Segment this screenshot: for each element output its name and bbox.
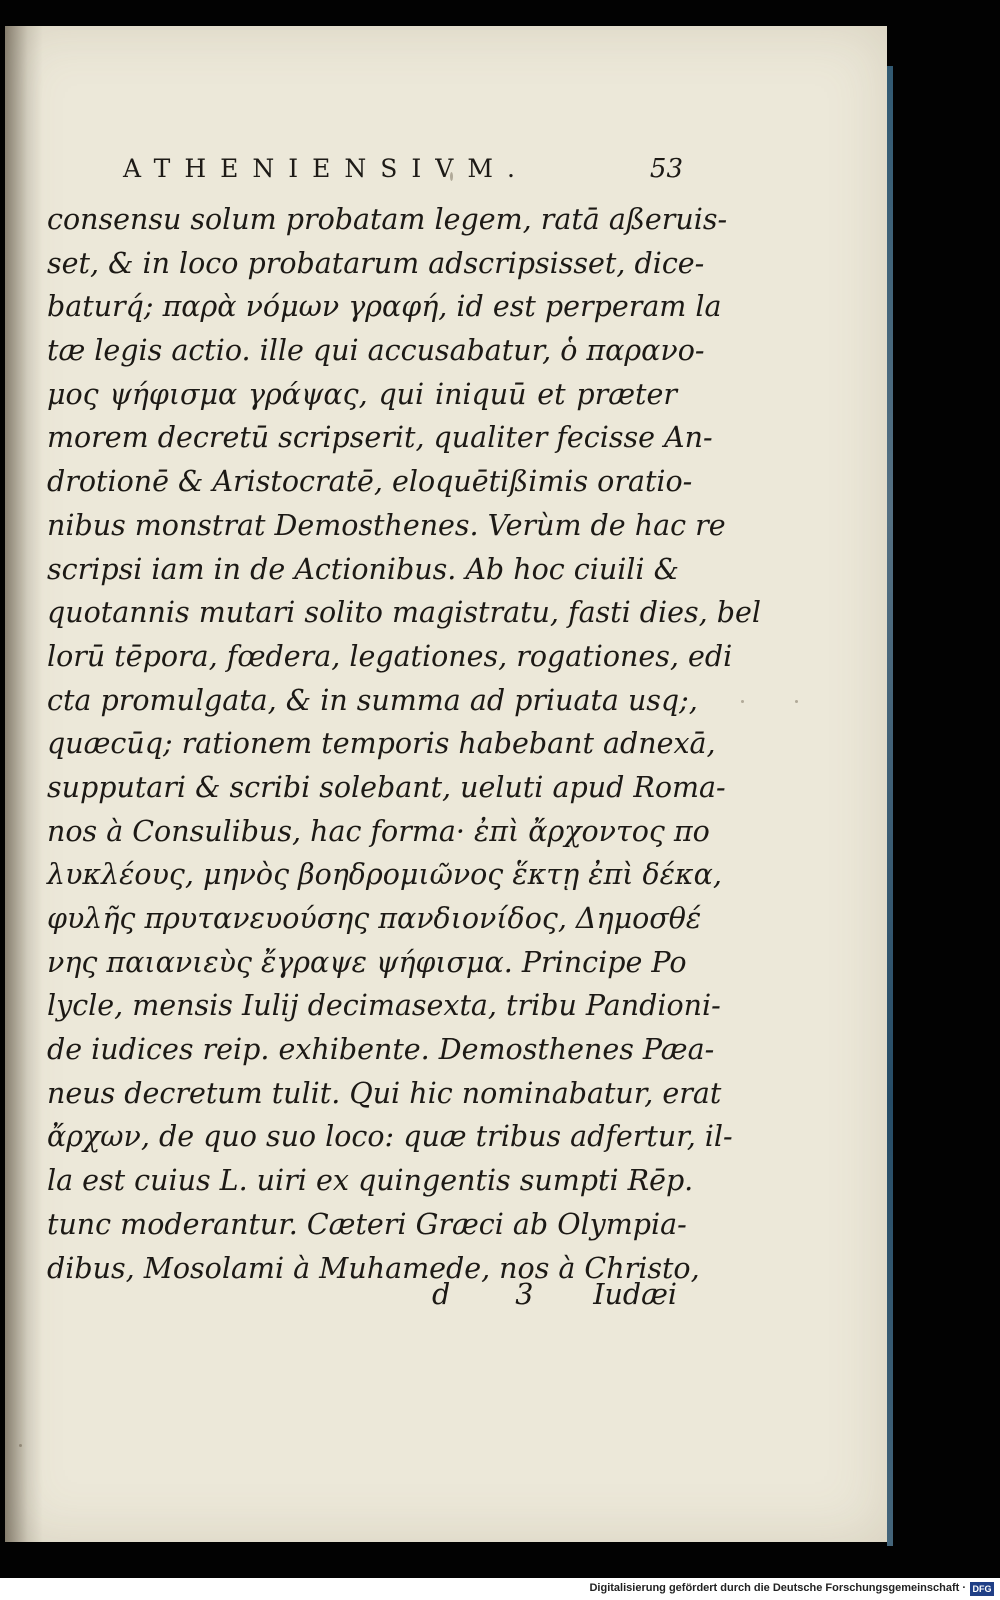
text-line: baturq́; παρὰ νόμων γραφή, id est perperam la — [47, 290, 722, 324]
text-line: neus decretum tulit. Qui hic nominabatur, erat — [47, 1076, 722, 1110]
text-line: supputari & scribi solebant, ueluti apud Roma- — [47, 770, 726, 804]
text-line: la est cuius L. uiri ex quingentis sumpti Rēp. — [47, 1164, 694, 1198]
page-fore-edge — [887, 66, 893, 1546]
dfg-logo: DFG — [970, 1582, 994, 1596]
attribution-bar — [0, 1578, 1000, 1600]
text-line: tunc moderantur. Cæteri Græci ab Olympia- — [47, 1207, 687, 1241]
text-line: λυκλέους, μηνὸς βοηδρομιῶνος ἕκτῃ ἐπὶ δέκα, — [47, 858, 722, 892]
text-line: de iudices reip. exhibente. Demosthenes Pæa- — [47, 1033, 715, 1067]
text-line: dibus, Mosolami à Muhamede, nos à Christo, — [47, 1251, 700, 1285]
catchword: Iudæi — [593, 1278, 677, 1311]
ink-speck — [450, 172, 453, 181]
text-line: morem decretū scripserit, qualiter fecisse An- — [47, 421, 713, 455]
gutter-shadow — [5, 26, 43, 1542]
text-line: quæcūq; rationem temporis habebant adnexā, — [47, 727, 716, 761]
text-line: nos à Consulibus, hac forma· ἐπὶ ἄρχοντος πο — [47, 814, 710, 848]
text-line: φυλῆς πρυτανευούσης πανδιονίδος, Δημοσθέ — [47, 902, 702, 935]
signature-mark: d 3 — [432, 1278, 562, 1311]
book-page — [5, 26, 887, 1542]
text-line: consensu solum probatam legem, ratā aßeruis- — [47, 203, 728, 236]
running-head: ATHENIENSIVM. — [123, 154, 529, 183]
body-text — [47, 198, 762, 1290]
text-line: set, & in loco probatarum adscripsisset, dice- — [47, 246, 705, 280]
ink-speck — [19, 1444, 22, 1447]
text-line: scripsi iam in de Actionibus. Ab hoc ciuili & — [47, 552, 679, 586]
funding-attribution: Digitalisierung gefördert durch die Deutsche Forschungsgemeinschaft · — [589, 1582, 966, 1594]
text-line: lorū tēpora, fœdera, legationes, rogationes, edi — [47, 639, 733, 673]
text-line: tæ legis actio. ille qui accusabatur, ὁ παρανο- — [47, 334, 705, 368]
page-footer — [47, 1278, 677, 1322]
text-line: μος ψήφισμα γράψας, qui iniquū et præter — [47, 377, 677, 411]
page-number: 53 — [649, 154, 683, 184]
text-line: quotannis mutari solito magistratu, fasti dies, bel — [47, 596, 762, 630]
text-line: νης παιανιεὺς ἔγραψε ψήφισμα. Principe Po — [47, 945, 687, 979]
text-line: nibus monstrat Demosthenes. Verùm de hac re — [47, 508, 726, 542]
text-line: drotionē & Aristocratē, eloquētißimis oratio- — [47, 465, 693, 499]
ink-speck — [795, 700, 798, 703]
page-header — [123, 154, 683, 190]
text-line: ἄρχων, de quo suo loco: quæ tribus adfertur, il- — [47, 1120, 733, 1154]
text-line: lycle, mensis Iulij decimasexta, tribu Pandioni- — [47, 989, 721, 1023]
text-line: cta promulgata, & in summa ad priuata usq;, — [47, 683, 698, 717]
ink-speck — [741, 700, 744, 703]
